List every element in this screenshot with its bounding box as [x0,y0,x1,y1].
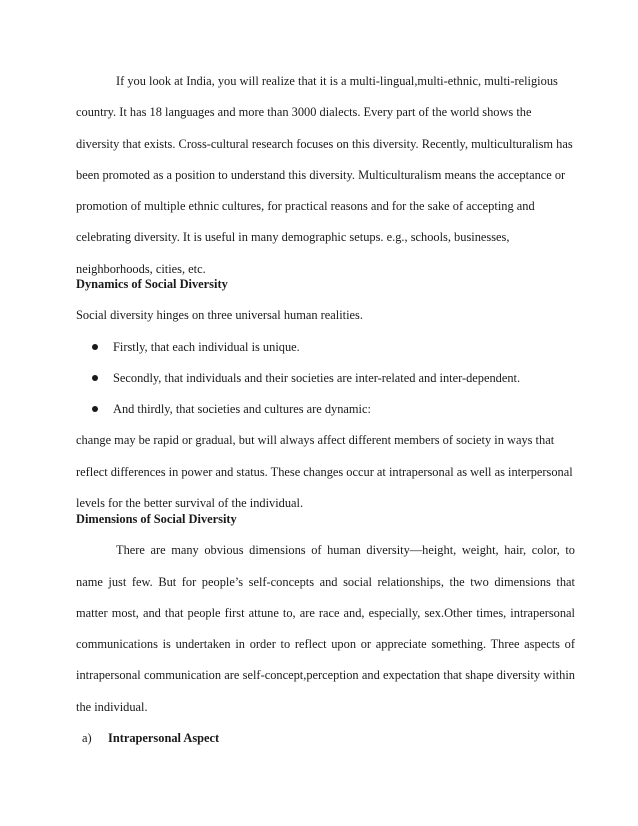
dimensions-heading: Dimensions of Social Diversity [76,512,237,526]
dynamics-section [76,269,575,519]
dimensions-paragraph: There are many obvious dimensions of human diversity—height, weight, hair, color, to name just few. But for people’s self-concepts and social relationships, the two dimensions that matter most, and that people first attune to, are race and, especially, sex.Other times, intrapersonal communications is undertaken in order to reflect upon or appreciate something. Three aspects of intrapersonal communication are self-concept,perception and expectation that shape diversity within the individual. [76,543,575,714]
subsection-label: Intrapersonal Aspect [108,731,220,746]
bullet-text: Firstly, that each individual is unique. [113,339,300,354]
list-item [76,332,575,363]
bullet-text: And thirdly, that societies and cultures are dynamic: [113,402,371,417]
dynamics-bullet-list [76,332,575,426]
bullet-icon [92,375,98,381]
subsection-heading [76,723,575,754]
subsection-marker: a) [82,731,92,746]
dimensions-section [76,504,575,754]
list-item [76,363,575,394]
bullet-icon [92,344,98,350]
dynamics-heading: Dynamics of Social Diversity [76,277,228,291]
intro-paragraph: If you look at India, you will realize that it is a multi-lingual,multi-ethnic, multi-religious country. It has 18 languages and more than 3000 dialects. Every part of the world shows the diversity that exists. Cross-cultural research focuses on this diversity. Recently, multiculturalism has been promoted as a position to understand this diversity. Multiculturalism means the acceptance or promotion of multiple ethnic cultures, for practical reasons and for the sake of accepting and celebrating diversity. It is useful in many demographic setups. e.g., schools, businesses, neighborhoods, cities, etc. [76,74,573,276]
bullet-icon [92,406,98,412]
list-item [76,394,575,425]
dynamics-lead: Social diversity hinges on three universal human realities. [76,308,363,323]
intro-section [76,66,575,285]
bullet-text: Secondly, that individuals and their societies are inter-related and inter-dependent. [113,370,521,385]
dynamics-continuation: change may be rapid or gradual, but will always affect different members of society in ways that reflect differences in power and status. These changes occur at intrapersonal as well as interpersonal levels for the better survival of the individual. [76,433,573,511]
